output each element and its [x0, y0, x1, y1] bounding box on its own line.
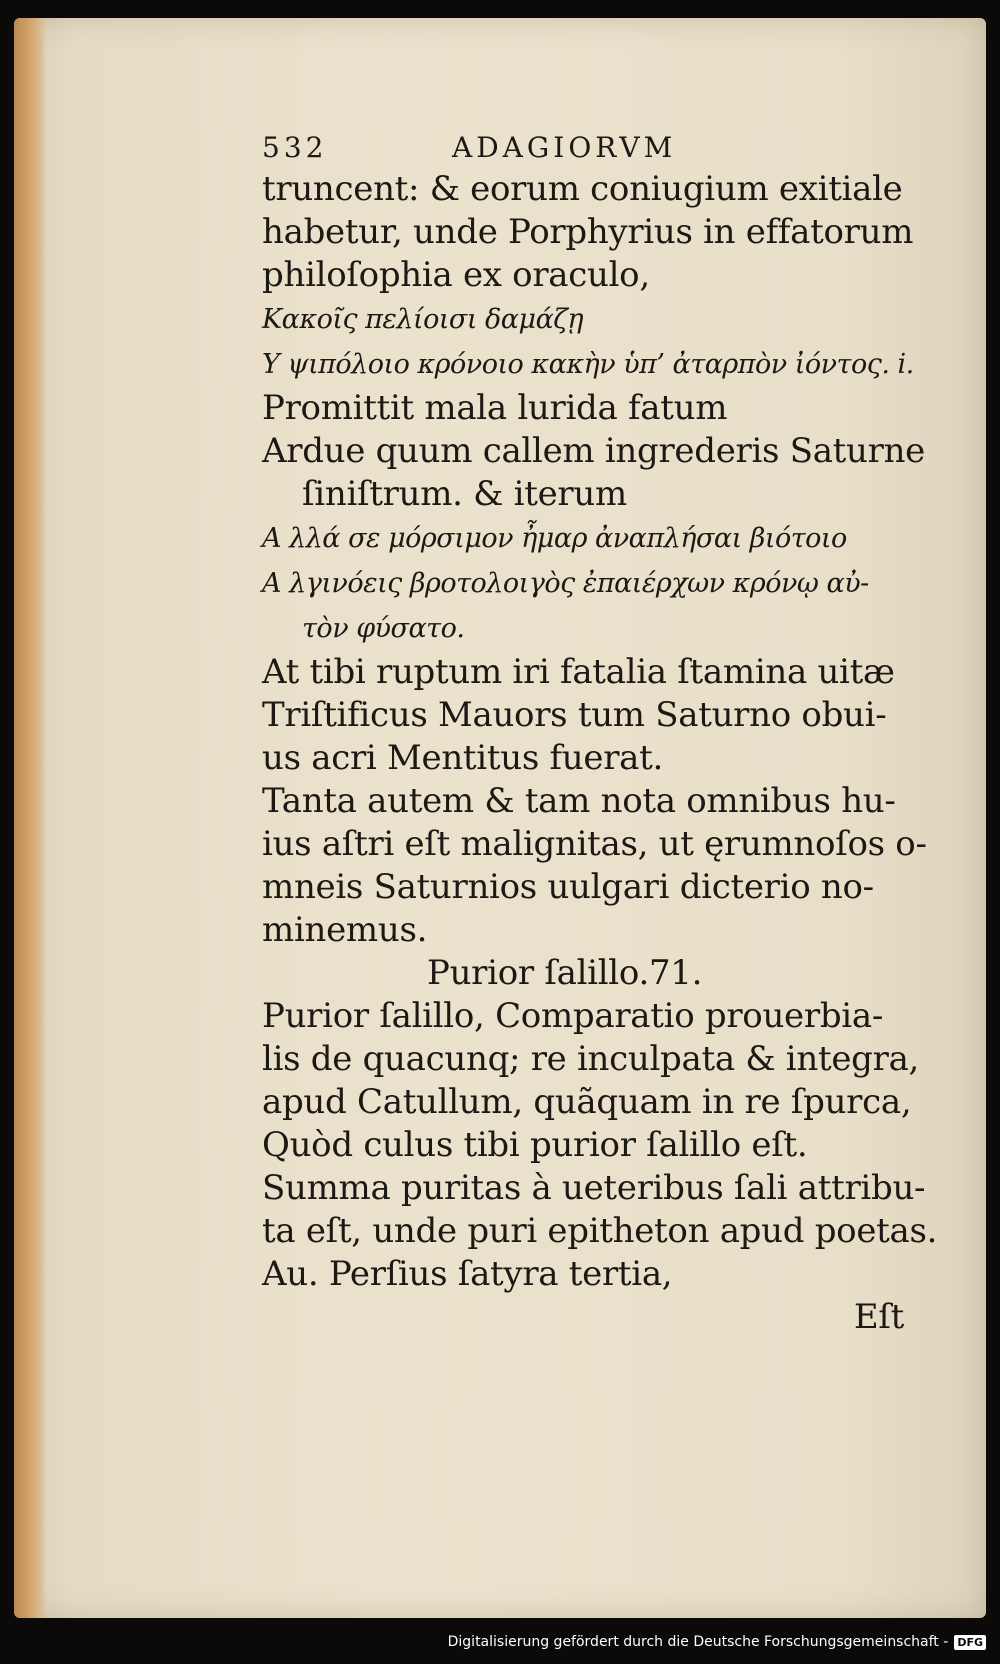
text-line: Triſtificus Mauors tum Saturno obui- [262, 695, 887, 735]
text-line: ſiniſtrum. & iterum [302, 474, 627, 514]
text-line: Summa puritas à ueteribus ſali attribu- [262, 1168, 926, 1208]
text-line: ius aſtri eſt malignitas, ut ęrumnoſos o- [262, 824, 927, 864]
page-number: 532 [262, 131, 328, 164]
greek-line: Υ ψιπόλοιο κρόνοιο κακὴν ὑπ’ ἀταρπὸν ἰόντος. i. [262, 349, 914, 380]
text-line: Promittit mala lurida fatum [262, 388, 728, 428]
section-title: Purior ſalillo.71. [427, 953, 703, 993]
text-line: Ardue quum callem ingrederis Saturne [262, 431, 926, 471]
digitization-footer [448, 1630, 986, 1654]
text-line: us acri Mentitus fuerat. [262, 738, 663, 778]
footer-text: Digitalisierung gefördert durch die Deutsche Forschungsgemeinschaft - [447, 1634, 949, 1650]
catchword: Eſt [853, 1297, 904, 1337]
greek-line: Κακοῖς πελίοισι δαμάζῃ [262, 304, 584, 335]
running-head: ADAGIORVM [452, 131, 677, 164]
text-line: philoſophia ex oraculo, [262, 255, 650, 295]
text-line: Tanta autem & tam nota omnibus hu- [262, 781, 896, 821]
greek-line: Α λγινόεις βροτολοιγὸς ἐπαιέρχων κρόνῳ αὐ- [262, 568, 869, 599]
running-header [262, 128, 962, 168]
text-line: minemus. [262, 910, 428, 950]
text-line: At tibi ruptum iri fatalia ſtamina uitæ [262, 652, 895, 692]
text-line: lis de quacunq; re inculpata & integra, [262, 1039, 920, 1079]
greek-line: Α λλά σε μόρσιμον ἦμαρ ἀναπλήσαι βιότοιο [262, 523, 847, 554]
page-text [262, 128, 962, 1339]
page-edge [14, 18, 46, 1618]
text-line: apud Catullum, quãquam in re ſpurca, [262, 1082, 912, 1122]
book-page [14, 18, 986, 1618]
text-line: ta eſt, unde puri epitheton apud poetas. [262, 1211, 938, 1251]
text-line: Au. Perſius ſatyra tertia, [262, 1254, 673, 1294]
dfg-logo-icon: DFG [954, 1635, 986, 1650]
text-line: habetur, unde Porphyrius in effatorum [262, 212, 914, 252]
text-line: mneis Saturnios uulgari dicterio no- [262, 867, 874, 907]
text-line: Quòd culus tibi purior ſalillo eſt. [262, 1125, 808, 1165]
greek-line: τὸν φύσατο. [302, 613, 465, 644]
text-line: Purior ſalillo, Comparatio prouerbia- [262, 996, 884, 1036]
text-line: truncent: & eorum coniugium exitiale [262, 169, 903, 209]
